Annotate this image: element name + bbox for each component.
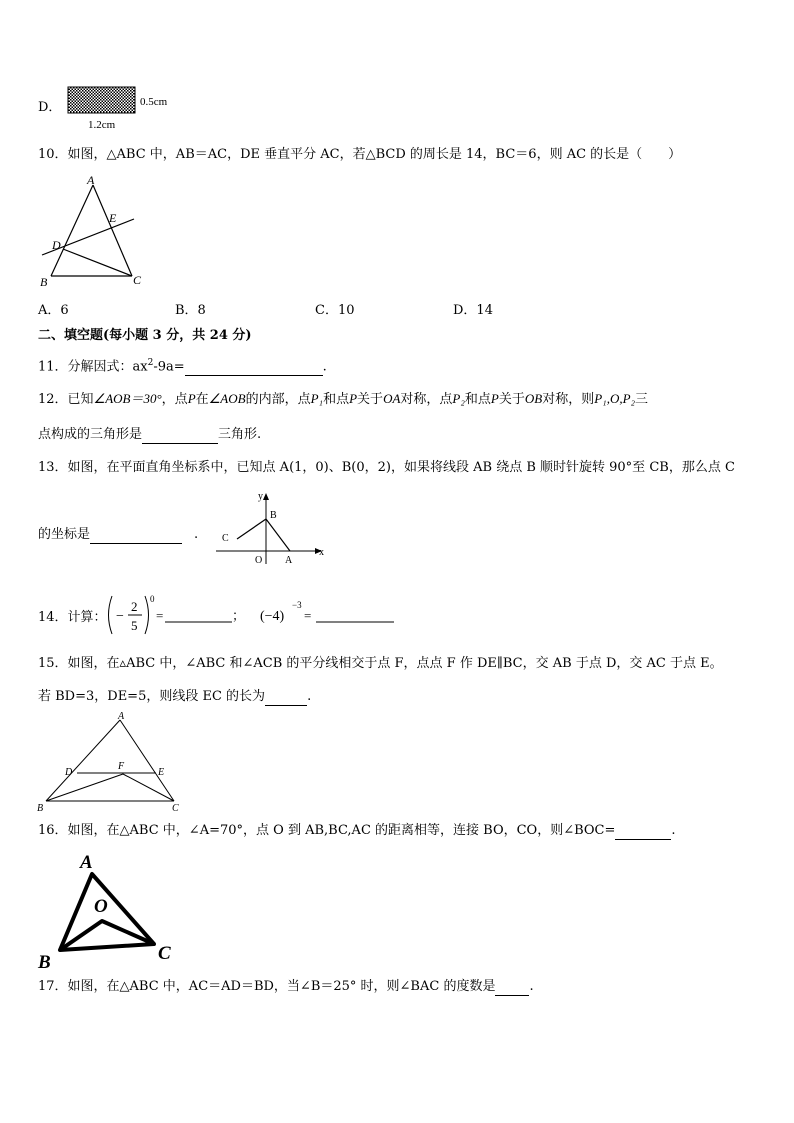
- q10-label-E: E: [109, 211, 117, 225]
- q12-P-b: P: [349, 391, 358, 406]
- q10-label-D: D: [52, 238, 61, 252]
- q12-angle: ∠AOB＝30°: [93, 391, 162, 406]
- q11-end: .: [322, 359, 327, 375]
- q16-triangle-figure: [36, 846, 186, 972]
- q15-label-F: F: [118, 761, 125, 772]
- q16-label-O: O: [94, 896, 108, 917]
- q10-option-a: A．6: [38, 303, 69, 318]
- q12-line2b: 三角形.: [218, 427, 262, 442]
- q15-label-B: B: [37, 803, 44, 814]
- q16-text-main: 16．如图，在△ABC 中，∠A=70°，点 O 到 AB,BC,AC 的距离相等，连接 BO，CO，则∠BOC=: [38, 823, 616, 838]
- rect-width-label: 1.2cm: [88, 119, 116, 131]
- q14-expression: [104, 592, 404, 642]
- q15-line2-text: 若 BD=3，DE=5，则线段 EC 的长为: [38, 689, 266, 704]
- q12-t3: 的内部，点: [245, 392, 311, 407]
- shaded-rectangle: [68, 87, 135, 113]
- q12-t7: 和点: [464, 392, 491, 407]
- q10-label-C: C: [133, 273, 142, 287]
- prev-option-d: [38, 99, 61, 117]
- q17-text-main: 17．如图，在△ABC 中，AC＝AD＝BD，当∠B＝25° 时，则∠BAC 的度数是: [38, 979, 496, 994]
- q12-line2a: 点构成的三角形是: [38, 427, 143, 442]
- q12-P2: P₂: [452, 391, 465, 406]
- q12-OB: OB: [524, 391, 543, 406]
- q15-end: .: [307, 689, 312, 704]
- q13-label-x: x: [319, 547, 324, 558]
- q10-option-c: C．10: [315, 303, 355, 318]
- q10-triangle-figure: [36, 172, 148, 290]
- q12-t1: ，点: [161, 392, 188, 407]
- q12-P: P: [187, 391, 196, 406]
- q10-option-d: D．14: [453, 303, 493, 318]
- q12-P1: P₁: [310, 391, 324, 406]
- q13-coordinate-figure: [212, 488, 332, 568]
- q12-t9: 对称，则: [542, 392, 595, 407]
- q15-blank[interactable]: [265, 705, 307, 706]
- q17-text: [38, 978, 534, 996]
- q13-line2-text: 的坐标是: [38, 527, 91, 542]
- shaded-rectangle-figure: [64, 84, 184, 132]
- q16-text: [38, 822, 676, 840]
- q17-blank[interactable]: [495, 995, 529, 996]
- q14-paren: (−4): [260, 609, 285, 624]
- q12-tri: P₁,O,P₂: [594, 391, 636, 406]
- q12-blank[interactable]: [142, 443, 218, 444]
- q16-end: .: [671, 823, 676, 838]
- section-heading: 二、填空题(每小题 3 分，共 24 分): [38, 328, 252, 343]
- q15-line2: [38, 688, 311, 706]
- q13-label-O: O: [255, 555, 263, 566]
- q15-text: 15．如图，在▵ABC 中，∠ABC 和∠ACB 的平分线相交于点 F，点点 F 作 DE∥BC，交 AB 于点 D，交 AC 于点 E。: [38, 656, 723, 671]
- q11-blank[interactable]: [185, 375, 323, 376]
- q16-label-A: A: [80, 852, 93, 873]
- q12-line2: [38, 426, 261, 444]
- q17-end: .: [529, 979, 534, 994]
- q16-blank[interactable]: [615, 839, 671, 840]
- q12-OA: OA: [383, 391, 401, 406]
- q10-text: 10．如图，△ABC 中，AB＝AC，DE 垂直平分 AC，若△BCD 的周长是 14，BC＝6，则 AC 的长是（ ）: [38, 147, 682, 162]
- q16-label-C: C: [158, 943, 171, 964]
- prev-option-d-label: D．: [38, 100, 62, 115]
- q13-text: 13．如图，在平面直角坐标系中，已知点 A(1，0)、B(0，2)，如果将线段 AB 绕点 B 顺时针旋转 90°至 CB，那么点 C: [38, 460, 735, 475]
- q16-label-B: B: [38, 952, 51, 972]
- q13-label-A: A: [285, 555, 293, 566]
- q12-t5: 关于: [357, 392, 384, 407]
- q14-sep: ；: [232, 608, 246, 623]
- q12-line1: [38, 390, 648, 409]
- q11-prefix: 11．分解因式：ax: [38, 359, 148, 375]
- q13-line2: [38, 526, 198, 544]
- q12-t8: 关于: [498, 392, 525, 407]
- q13-end: .: [194, 527, 199, 542]
- q12-P-c: P: [490, 391, 499, 406]
- q15-label-D: D: [65, 767, 73, 778]
- q12-t4: 和点: [323, 392, 350, 407]
- q11-sup: 2: [147, 358, 154, 368]
- q14-eq2: =: [304, 608, 312, 623]
- q12-t6: 对称，点: [400, 392, 453, 407]
- q14-numerator: 2: [131, 599, 138, 614]
- q15-label-A: A: [118, 711, 125, 722]
- q12-t10: 三: [635, 392, 649, 407]
- q10-label-A: A: [87, 173, 95, 187]
- q13-label-C: C: [222, 533, 229, 544]
- q15-triangle-figure: [34, 708, 190, 816]
- q10-label-B: B: [40, 275, 48, 289]
- q11: [38, 354, 327, 376]
- q14-eq: =: [156, 608, 164, 623]
- q10-option-b: B．8: [175, 303, 206, 318]
- q13-label-y: y: [258, 491, 263, 502]
- q14-exp0: 0: [150, 594, 155, 604]
- q12-angle2: ∠AOB: [208, 391, 246, 406]
- rect-height-label: 0.5cm: [140, 96, 168, 108]
- q12-prefix: 12．已知: [38, 392, 94, 407]
- q14-denominator: 5: [131, 618, 138, 633]
- q15-label-C: C: [172, 803, 179, 814]
- q15-label-E: E: [158, 767, 165, 778]
- q14-prefix: 14．计算：: [38, 610, 107, 625]
- q14-exp: −3: [292, 600, 302, 610]
- q11-suffix: -9a=: [153, 359, 185, 375]
- q13-label-B: B: [270, 510, 277, 521]
- q12-t2: 在: [195, 392, 209, 407]
- q13-blank[interactable]: [90, 543, 182, 544]
- q14-minus: −: [116, 609, 124, 624]
